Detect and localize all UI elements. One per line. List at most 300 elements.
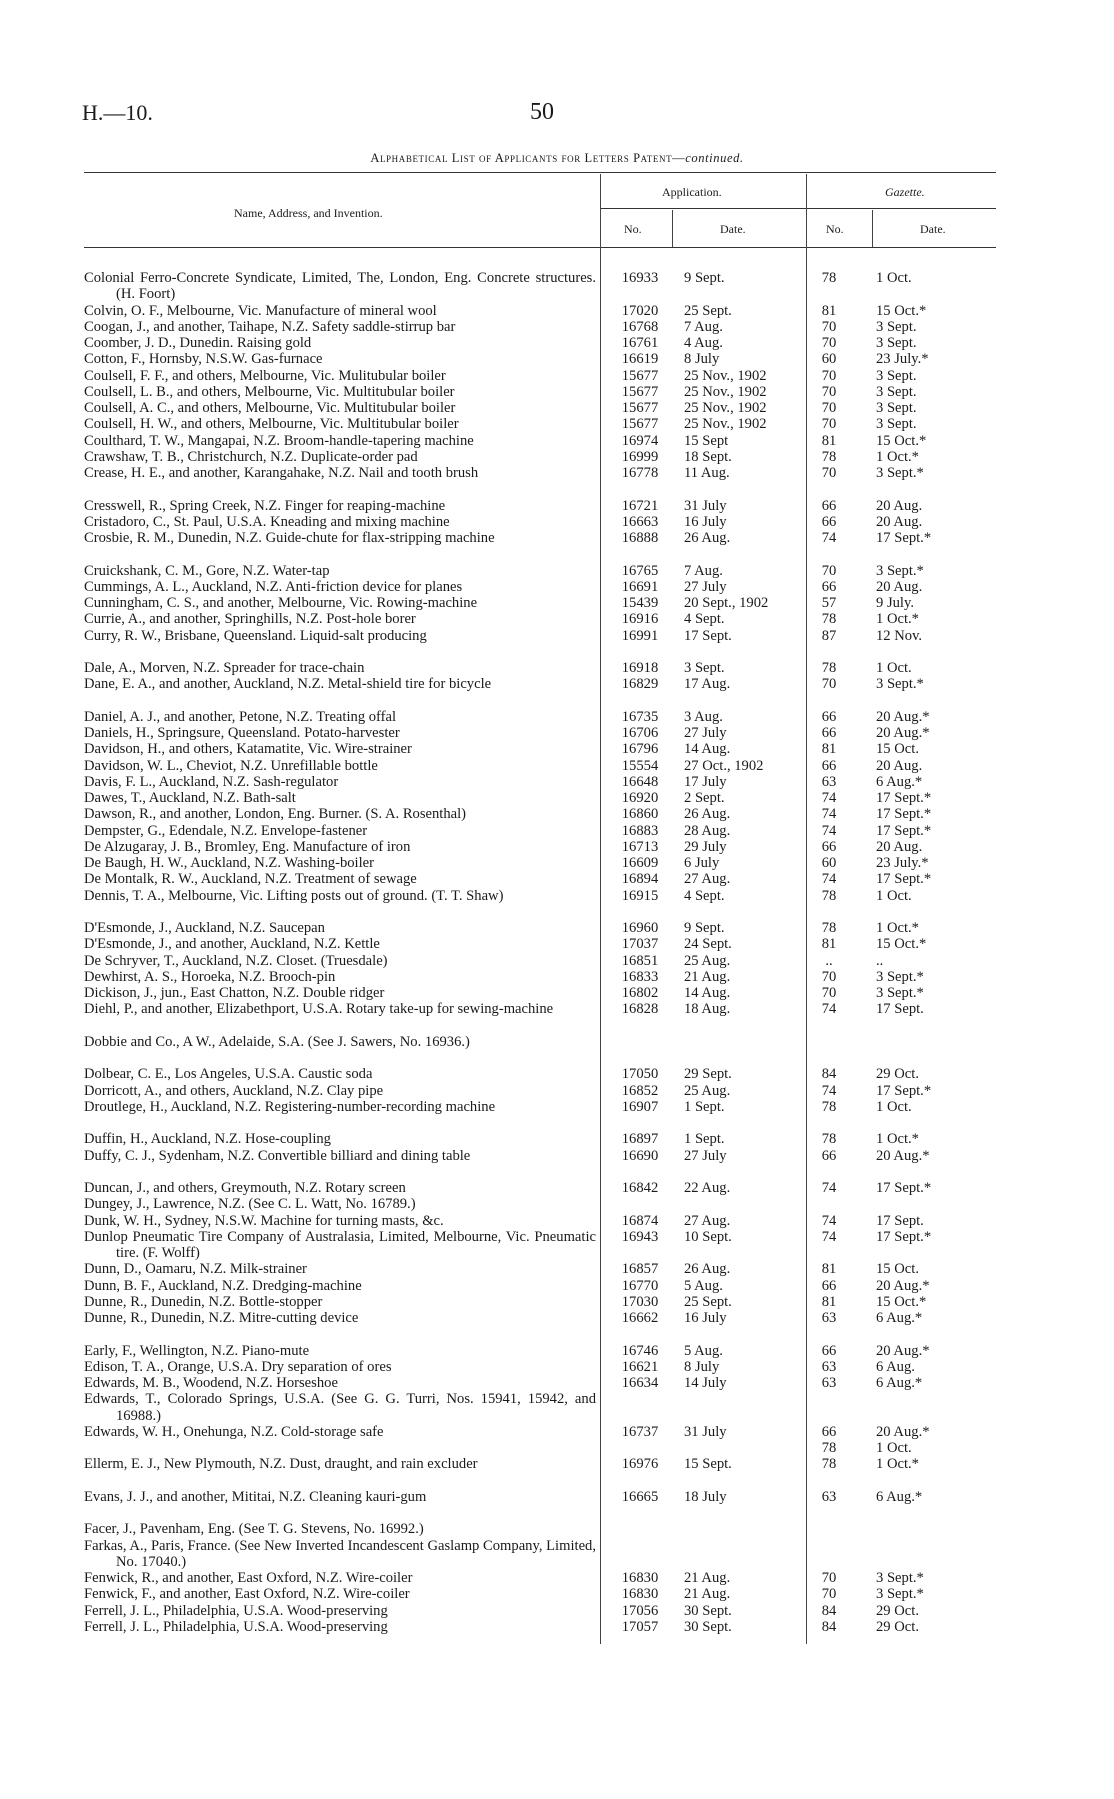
gazette-date xyxy=(876,611,976,627)
applicant-entry xyxy=(84,384,596,400)
gazette-number-value: 70 xyxy=(821,968,837,985)
applicant-entry xyxy=(84,660,596,676)
gazette-date xyxy=(876,1603,976,1619)
table-row xyxy=(84,303,996,319)
gazette-number-value: 74 xyxy=(821,530,837,546)
table-row xyxy=(84,1570,996,1586)
applicant-entry xyxy=(84,1294,596,1310)
application-date: 17 Sept. xyxy=(684,627,732,644)
gazette-date xyxy=(876,709,976,725)
gazette-date-value: 15 Oct.* xyxy=(876,302,927,319)
gazette-number xyxy=(802,384,856,400)
gazette-number-value: 66 xyxy=(821,497,837,514)
gazette-date-value: 6 Aug.* xyxy=(876,1375,923,1391)
gazette-date xyxy=(876,1570,976,1586)
applicant-text: Coulsell, H. W., and others, Melbourne, Vic. Multitubular boiler xyxy=(84,416,459,433)
applicant-text: Edwards, M. B., Woodend, N.Z. Horseshoe xyxy=(84,1375,338,1391)
application-number: 16918 xyxy=(621,660,659,676)
applicant-text: Diehl, P., and another, Elizabethport, U.S.A. Rotary take-up for sewing-machine xyxy=(84,1001,554,1018)
gazette-number xyxy=(802,1586,856,1602)
applicant-entry xyxy=(84,806,596,822)
applicant-entry xyxy=(84,1538,596,1571)
application-number: 17030 xyxy=(621,1293,659,1310)
gazette-date xyxy=(876,774,976,790)
application-date: 26 Aug. xyxy=(684,806,731,823)
gazette-number xyxy=(802,611,856,627)
gazette-date-value: 3 Sept. xyxy=(876,400,917,416)
gazette-number-value: 81 xyxy=(821,936,837,953)
gazette-date xyxy=(876,1343,976,1359)
application-date: 30 Sept. xyxy=(684,1602,732,1619)
gazette-number xyxy=(802,1083,856,1099)
application-date: 18 Aug. xyxy=(684,1001,731,1018)
application-number: 16857 xyxy=(621,1261,659,1278)
table-row xyxy=(84,579,996,595)
gazette-number xyxy=(802,498,856,514)
application-number: 16852 xyxy=(621,1082,659,1099)
application-date: 6 July xyxy=(684,855,720,871)
gazette-number xyxy=(802,1343,856,1359)
applicant-text: Dempster, G., Edendale, N.Z. Envelope-fastener xyxy=(84,822,368,839)
application-number: 17020 xyxy=(621,302,659,319)
applicant-entry xyxy=(84,433,596,449)
table-row xyxy=(84,969,996,985)
applicant-text: Early, F., Wellington, N.Z. Piano-mute xyxy=(84,1342,310,1359)
gazette-date xyxy=(876,1229,976,1245)
gazette-number xyxy=(802,774,856,790)
gazette-date-value: 20 Aug.* xyxy=(876,1277,930,1294)
applicant-entry xyxy=(84,1196,596,1212)
gazette-number-value: .. xyxy=(825,952,833,969)
gazette-date-value: 1 Oct.* xyxy=(876,920,919,936)
applicant-text: Coulsell, L. B., and others, Melbourne, Vic. Multitubular boiler xyxy=(84,383,455,400)
gazette-number-value: 66 xyxy=(821,1342,837,1359)
gazette-number-value: 57 xyxy=(821,595,837,611)
application-date: 31 July xyxy=(684,1423,727,1440)
gazette-number-value: 70 xyxy=(821,318,837,335)
applicant-entry xyxy=(84,595,596,611)
table-row xyxy=(84,611,996,627)
application-date: 28 Aug. xyxy=(684,822,731,839)
application-number: 16609 xyxy=(621,855,659,871)
applicant-text: Currie, A., and another, Springhills, N.Z. Post-hole borer xyxy=(84,611,416,628)
gazette-number-value: 66 xyxy=(821,838,837,855)
application-number: 16796 xyxy=(621,741,659,758)
applicant-entry xyxy=(84,1261,596,1277)
gazette-number xyxy=(802,823,856,839)
table-row xyxy=(84,1424,996,1457)
application-number: 16761 xyxy=(621,335,659,351)
gazette-date xyxy=(876,806,976,822)
gazette-date xyxy=(876,676,976,692)
document-reference: H.—10. xyxy=(82,100,153,125)
application-number: 15677 xyxy=(621,400,659,416)
table-row xyxy=(84,1586,996,1602)
gazette-date xyxy=(876,433,976,449)
gazette-number xyxy=(802,1001,856,1017)
application-number: 16830 xyxy=(621,1570,659,1586)
table-row xyxy=(84,1229,996,1262)
application-date: 25 Nov., 1902 xyxy=(684,416,767,433)
applicant-text: Duffin, H., Auckland, N.Z. Hose-coupling xyxy=(84,1131,331,1148)
gazette-number-value: 63 xyxy=(821,1375,837,1391)
gazette-date-value: 15 Oct. xyxy=(876,741,919,758)
gazette-date-value: 15 Oct. xyxy=(876,1261,919,1278)
gazette-date xyxy=(876,1619,976,1635)
table-row xyxy=(84,1213,996,1229)
gazette-date xyxy=(876,563,976,579)
applicant-text: Dorricott, A., and others, Auckland, N.Z. Clay pipe xyxy=(84,1082,384,1099)
applicant-text: Ellerm, E. J., New Plymouth, N.Z. Dust, draught, and rain excluder xyxy=(84,1456,478,1473)
table-row xyxy=(84,530,996,563)
gazette-date-value: 1 Oct. xyxy=(876,1440,912,1456)
gazette-date-value: 3 Sept.* xyxy=(876,1586,924,1603)
gazette-date-value: 20 Aug. xyxy=(876,757,923,774)
gazette-date-value: 20 Aug.* xyxy=(876,1342,930,1359)
gazette-number-value: 78 xyxy=(821,660,837,676)
gazette-date xyxy=(876,351,976,367)
gazette-number-value: 74 xyxy=(821,1180,837,1196)
table-row xyxy=(84,563,996,579)
application-number: 16897 xyxy=(621,1131,659,1148)
gazette-date-value: 3 Sept.* xyxy=(876,968,924,985)
gazette-number xyxy=(802,1229,856,1245)
applicant-text: Colonial Ferro-Concrete Syndicate, Limited, The, London, Eng. Concrete structures. (H. Foort) xyxy=(84,270,596,303)
gazette-number xyxy=(802,400,856,416)
applicant-text: Dunn, D., Oamaru, N.Z. Milk-strainer xyxy=(84,1261,307,1278)
applicant-entry xyxy=(84,888,596,904)
gazette-date xyxy=(876,1131,976,1147)
gazette-number-value: 70 xyxy=(821,1570,837,1586)
applicant-entry xyxy=(84,1456,596,1472)
table-row xyxy=(84,335,996,351)
gazette-date-value: 3 Sept.* xyxy=(876,985,924,1001)
gazette-number-value: 66 xyxy=(821,1147,837,1164)
gazette-date xyxy=(876,1456,976,1472)
gazette-date xyxy=(876,920,976,936)
gazette-number xyxy=(802,1424,856,1457)
applicant-text: Dawson, R., and another, London, Eng. Burner. (S. A. Rosenthal) xyxy=(84,806,467,823)
table-row xyxy=(84,270,996,303)
gazette-number xyxy=(802,319,856,335)
application-number: 16830 xyxy=(621,1586,659,1603)
gazette-date xyxy=(876,790,976,806)
application-date: 25 Aug. xyxy=(684,1082,731,1099)
table-row xyxy=(84,725,996,741)
gazette-number xyxy=(802,1359,856,1375)
application-date: 24 Sept. xyxy=(684,936,732,953)
applicant-entry xyxy=(84,1180,596,1196)
gazette-number xyxy=(802,660,856,676)
gazette-number xyxy=(802,433,856,449)
application-number: 16974 xyxy=(621,432,659,449)
gazette-number xyxy=(802,628,856,644)
applicant-text: Dewhirst, A. S., Horoeka, N.Z. Brooch-pin xyxy=(84,968,336,985)
application-date: 1 Sept. xyxy=(684,1131,725,1148)
gazette-date-value: 15 Oct.* xyxy=(876,1293,927,1310)
gazette-number xyxy=(802,1131,856,1147)
applicant-text: Dunlop Pneumatic Tire Company of Australasia, Limited, Melbourne, Vic. Pneumatic tire. (F. Wolff) xyxy=(84,1228,596,1261)
application-number: 16691 xyxy=(621,578,659,595)
gazette-number-value: 74 xyxy=(821,806,837,823)
application-date: 25 Sept. xyxy=(684,1293,732,1310)
gazette-number-value: 81 xyxy=(821,432,837,449)
gazette-number xyxy=(802,530,856,546)
gazette-number-value: 78 xyxy=(821,887,837,904)
applicant-entry xyxy=(84,725,596,741)
gazette-number-value: 70 xyxy=(821,1586,837,1603)
application-number: 16907 xyxy=(621,1098,659,1115)
table-row xyxy=(84,416,996,432)
application-date: 25 Sept. xyxy=(684,302,732,319)
applicant-text: Cummings, A. L., Auckland, N.Z. Anti-friction device for planes xyxy=(84,578,463,595)
applicant-text: Fenwick, R., and another, East Oxford, N.Z. Wire-coiler xyxy=(84,1570,413,1586)
application-date: 3 Sept. xyxy=(684,660,725,676)
gazette-date xyxy=(876,1278,976,1294)
gazette-number xyxy=(802,839,856,855)
application-number: 16663 xyxy=(621,513,659,530)
gazette-number xyxy=(802,790,856,806)
application-date: 10 Sept. xyxy=(684,1228,732,1245)
application-number: 16648 xyxy=(621,773,659,790)
gazette-date-value: 3 Sept.* xyxy=(876,676,924,693)
application-date: 5 Aug. xyxy=(684,1342,723,1359)
gazette-number xyxy=(802,1261,856,1277)
gazette-date-value: 1 Oct.* xyxy=(876,1131,919,1148)
applicant-entry xyxy=(84,319,596,335)
table-row xyxy=(84,628,996,644)
table-row xyxy=(84,595,996,611)
gazette-number-value: 66 xyxy=(821,725,837,741)
table-row xyxy=(84,368,996,384)
gazette-number xyxy=(802,985,856,1001)
applicant-entry xyxy=(84,498,596,514)
applicant-text: Dale, A., Morven, N.Z. Spreader for trace-chain xyxy=(84,660,365,676)
gazette-number xyxy=(802,1603,856,1619)
table-row xyxy=(84,1066,996,1082)
table-row xyxy=(84,1521,996,1537)
gazette-number xyxy=(802,368,856,384)
gazette-number-value: 63 xyxy=(821,1358,837,1375)
applicant-entry xyxy=(84,1213,596,1229)
gazette-number-value: 78 xyxy=(821,1440,837,1456)
gazette-date xyxy=(876,660,976,676)
gazette-date-value: 12 Nov. xyxy=(876,627,923,644)
applicant-text: Coogan, J., and another, Taihape, N.Z. Safety saddle-stirrup bar xyxy=(84,318,456,335)
applicant-entry xyxy=(84,871,596,887)
applicant-text: Duffy, C. J., Sydenham, N.Z. Convertible billiard and dining table xyxy=(84,1147,471,1164)
gazette-date xyxy=(876,839,976,855)
gazette-number-value: 66 xyxy=(821,757,837,774)
applicant-text: Cresswell, R., Spring Creek, N.Z. Finger for reaping-machine xyxy=(84,497,446,514)
table-row xyxy=(84,1278,996,1294)
applicant-entry xyxy=(84,1343,596,1359)
applicant-entry xyxy=(84,611,596,627)
gazette-date-value: 20 Aug. xyxy=(876,838,923,855)
column-header-gazette: Gazette. xyxy=(885,185,925,199)
gazette-date-value: 6 Aug.* xyxy=(876,1310,923,1326)
application-date: 21 Aug. xyxy=(684,1586,731,1603)
gazette-number xyxy=(802,1066,856,1082)
application-number: 17057 xyxy=(621,1618,659,1635)
application-date: 25 Nov., 1902 xyxy=(684,383,767,400)
gazette-date xyxy=(876,384,976,400)
table-row xyxy=(84,774,996,790)
applicant-text: Dolbear, C. E., Los Angeles, U.S.A. Caustic soda xyxy=(84,1066,373,1083)
application-number: 16768 xyxy=(621,318,659,335)
gazette-number xyxy=(802,806,856,822)
application-number: 15677 xyxy=(621,367,659,384)
applicant-entry xyxy=(84,1619,596,1635)
table-row xyxy=(84,1001,996,1034)
gazette-date-value: 3 Sept. xyxy=(876,367,917,384)
gazette-date xyxy=(876,368,976,384)
gazette-number xyxy=(802,871,856,887)
table-row xyxy=(84,1083,996,1099)
gazette-number xyxy=(802,969,856,985)
applicant-text: Davis, F. L., Auckland, N.Z. Sash-regulator xyxy=(84,773,339,790)
applicant-entry xyxy=(84,953,596,969)
page-title xyxy=(0,151,1114,166)
application-number: 16706 xyxy=(621,725,659,741)
gazette-date xyxy=(876,465,976,481)
gazette-number-value: 84 xyxy=(821,1066,837,1083)
application-number: 16888 xyxy=(621,530,659,546)
application-date: 27 July xyxy=(684,578,727,595)
gazette-number-value: 78 xyxy=(821,1131,837,1148)
table-row xyxy=(84,660,996,676)
application-number: 16999 xyxy=(621,448,659,465)
gazette-number-value: 78 xyxy=(821,270,837,286)
table-row xyxy=(84,465,996,498)
gazette-number-value: 70 xyxy=(821,335,837,351)
gazette-number-value: 74 xyxy=(821,1212,837,1229)
application-date: 14 Aug. xyxy=(684,985,731,1001)
gazette-number-value: 66 xyxy=(821,708,837,725)
gazette-date xyxy=(876,579,976,595)
application-date: 27 July xyxy=(684,1147,727,1164)
gazette-number-value: 66 xyxy=(821,578,837,595)
applicant-text: Daniel, A. J., and another, Petone, N.Z. Treating offal xyxy=(84,708,397,725)
gazette-date xyxy=(876,270,976,286)
applicant-entry xyxy=(84,465,596,481)
gazette-number xyxy=(802,1619,856,1635)
gazette-number-value: 66 xyxy=(821,1423,837,1440)
gazette-date-value: 17 Sept.* xyxy=(876,822,932,839)
gazette-date-value: 1 Oct.* xyxy=(876,1456,919,1473)
gazette-number xyxy=(802,270,856,286)
applicant-entry xyxy=(84,303,596,319)
col-divider-2 xyxy=(672,210,673,247)
application-number: 16860 xyxy=(621,806,659,823)
gazette-date-value: 20 Aug.* xyxy=(876,725,930,741)
column-header-application: Application. xyxy=(662,185,722,199)
application-number: 17050 xyxy=(621,1066,659,1083)
applicant-text: Edison, T. A., Orange, U.S.A. Dry separation of ores xyxy=(84,1358,392,1375)
application-date: 17 Aug. xyxy=(684,676,731,693)
gazette-date xyxy=(876,416,976,432)
applicant-text: Davidson, H., and others, Katamatite, Vic. Wire-strainer xyxy=(84,741,412,758)
gazette-date xyxy=(876,855,976,871)
applicant-text: Facer, J., Pavenham, Eng. (See T. G. Stevens, No. 16992.) xyxy=(84,1521,424,1538)
application-date: 30 Sept. xyxy=(684,1618,732,1635)
applicant-text: Dunne, R., Dunedin, N.Z. Bottle-stopper xyxy=(84,1293,323,1310)
gazette-number xyxy=(802,595,856,611)
applicant-entry xyxy=(84,936,596,952)
gazette-date-value: 17 Sept.* xyxy=(876,790,932,806)
gazette-number xyxy=(802,888,856,904)
gazette-date-value: 17 Sept. xyxy=(876,1001,924,1018)
application-date: 18 July xyxy=(684,1488,727,1505)
gazette-date-value: 20 Aug.* xyxy=(876,708,930,725)
applicant-text: Dunn, B. F., Auckland, N.Z. Dredging-machine xyxy=(84,1277,362,1294)
gazette-date-value: 15 Oct.* xyxy=(876,936,927,953)
gazette-number-value: 74 xyxy=(821,1082,837,1099)
gazette-number xyxy=(802,514,856,530)
gazette-number-value: 66 xyxy=(821,1277,837,1294)
gazette-date-value: 1 Oct.* xyxy=(876,611,919,628)
gazette-date-value: 3 Sept. xyxy=(876,335,917,351)
application-number: 16770 xyxy=(621,1277,659,1294)
applicant-text: Dunne, R., Dunedin, N.Z. Mitre-cutting device xyxy=(84,1310,359,1326)
gazette-number xyxy=(802,1489,856,1505)
gazette-date xyxy=(876,1148,976,1164)
table-row xyxy=(84,855,996,871)
application-number: 16619 xyxy=(621,351,659,368)
gazette-number xyxy=(802,1213,856,1229)
application-number: 16765 xyxy=(621,562,659,579)
applicant-text: Ferrell, J. L., Philadelphia, U.S.A. Wood-preserving xyxy=(84,1602,388,1619)
applicant-text: Daniels, H., Springsure, Queensland. Potato-harvester xyxy=(84,725,400,741)
gazette-date-value: 20 Aug.* xyxy=(876,1147,930,1164)
gazette-date xyxy=(876,888,976,904)
column-header-app-no: No. xyxy=(624,222,642,236)
table-row xyxy=(84,1489,996,1505)
gazette-number xyxy=(802,303,856,319)
gazette-date xyxy=(876,498,976,514)
application-number: 16883 xyxy=(621,822,659,839)
applicant-entry xyxy=(84,1489,596,1505)
application-number: 15677 xyxy=(621,416,659,433)
application-number: 16778 xyxy=(621,465,659,481)
gazette-date-value: 17 Sept.* xyxy=(876,1228,932,1245)
gazette-number-value: 60 xyxy=(821,855,837,871)
gazette-date xyxy=(876,1213,976,1229)
gazette-number-value: 70 xyxy=(821,400,837,416)
application-number: 16943 xyxy=(621,1228,659,1245)
applicant-entry xyxy=(84,1099,596,1115)
gazette-date-value: 1 Oct. xyxy=(876,660,912,676)
gazette-date xyxy=(876,936,976,952)
application-number: 16842 xyxy=(621,1180,659,1196)
gazette-number xyxy=(802,1570,856,1586)
gazette-number xyxy=(802,1375,856,1391)
gazette-date xyxy=(876,953,976,969)
gazette-number xyxy=(802,953,856,969)
application-date: 21 Aug. xyxy=(684,1570,731,1586)
application-number: 16802 xyxy=(621,985,659,1001)
gazette-number xyxy=(802,351,856,367)
application-number: 17037 xyxy=(621,936,659,953)
gazette-date-value: 6 Aug.* xyxy=(876,773,923,790)
gazette-number-value: 74 xyxy=(821,822,837,839)
applicants-table xyxy=(84,270,996,1635)
gazette-date-value: 6 Aug.* xyxy=(876,1488,923,1505)
table-row xyxy=(84,449,996,465)
application-date: 15 Sept. xyxy=(684,1456,732,1473)
applicant-entry xyxy=(84,758,596,774)
gazette-number-value: 60 xyxy=(821,351,837,368)
